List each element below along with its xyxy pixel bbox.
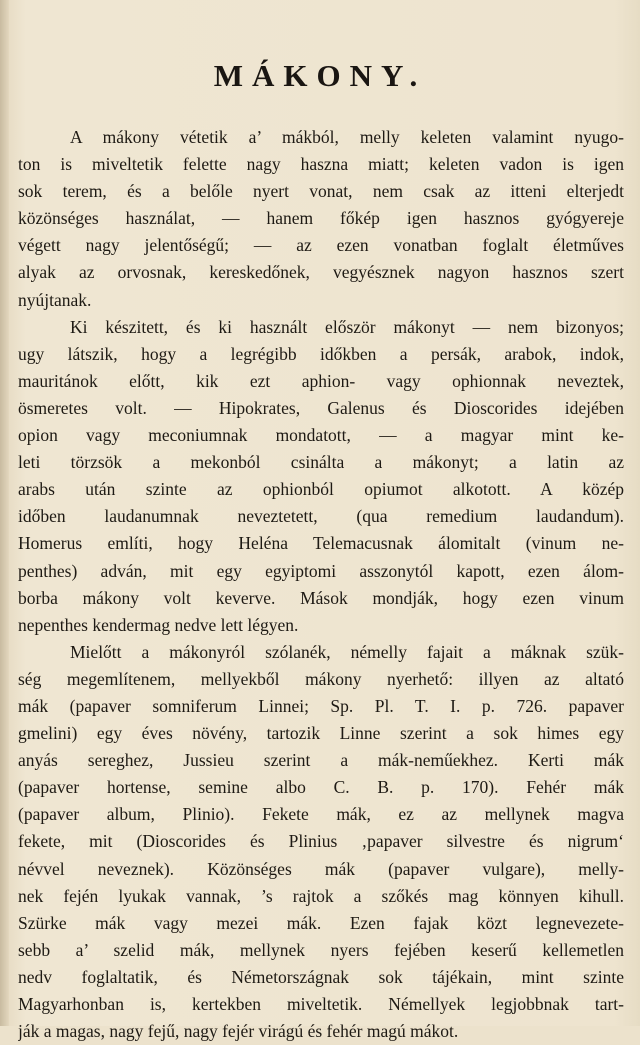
text-line: Magyarhonban is, kertekben miveltetik. Némellyek legjobbnak tart- — [18, 994, 624, 1014]
text-line: Ki készitett, és ki használt először mákonyt — nem bizonyos; — [70, 316, 624, 337]
text-line: végett nagy jelentőségű; — az ezen vonatban foglalt életműves — [18, 235, 624, 256]
text-line: Homerus említi, hogy Heléna Telemacusnak álomitalt (vinum ne- — [18, 533, 624, 554]
text-line: ség megemlítenem, mellyekből mákony nyerhető: illyen az altató — [18, 668, 624, 689]
body-text — [18, 124, 624, 1045]
text-line: penthes) adván, mit egy egyiptomi asszonytól kapott, ezen álom- — [18, 560, 624, 581]
text-line: anyás sereghez, Jussieu szerint a mák-neműekhez. Kerti mák — [18, 750, 624, 771]
text-line: nepenthes kendermag nedve lett légyen. — [18, 614, 299, 635]
page-title: MÁKONY. — [213, 58, 427, 93]
text-line: (papaver hortense, semine albo C. B. p. 170). Fehér mák — [18, 777, 624, 798]
page-gutter — [0, 0, 9, 1026]
text-line: gmelini) egy éves növény, tartozik Linne szerint a sok himes egy — [18, 723, 624, 744]
text-line: ugy látszik, hogy a legrégibb időkben a persák, arabok, indok, — [18, 343, 624, 364]
text-line: ösmeretes volt. — Hipokrates, Galenus és Dioscorides idejében — [18, 397, 624, 418]
text-line: nyújtanak. — [18, 289, 92, 310]
text-line: opion vagy meconiumnak mondatott, — a magyar mint ke- — [18, 425, 624, 446]
text-line: fekete, mit (Dioscorides és Plinius ‚papaver silvestre és nigrum‘ — [18, 831, 624, 852]
text-line: Szürke mák vagy mezei mák. Ezen fajak közt legnevezete- — [18, 912, 624, 933]
text-line: A mákony vétetik a’ mákból, melly keleten valamint nyugo- — [70, 127, 624, 147]
text-line: alyak az orvosnak, kereskedőnek, vegyésznek nagyon hasznos szert — [18, 262, 624, 283]
text-line: ton is miveltetik felette nagy haszna miatt; keleten vadon is igen — [18, 154, 624, 175]
text-line: mák (papaver somniferum Linnei; Sp. Pl. T. I. p. 726. papaver — [18, 695, 624, 716]
text-line: sebb a’ szelid mák, mellynek nyers fejében keserű kellemetlen — [18, 939, 624, 960]
text-line: nek fején lyukak vannak, ’s rajtok a szőkés mag könnyen kihull. — [18, 885, 624, 906]
text-line: időben laudanumnak neveztetett, (qua remedium laudandum). — [18, 506, 624, 527]
text-line: névvel neveznek). Közönséges mák (papaver vulgare), melly- — [18, 858, 624, 879]
text-line: borba mákony volt keverve. Mások mondják, hogy ezen vinum — [18, 587, 624, 608]
text-line: ják a magas, nagy fejű, nagy fejér virágú és fehér magú mákot. — [18, 1021, 459, 1042]
text-line: leti törzsök a mekonból csinálta a mákonyt; a latin az — [18, 452, 624, 473]
text-line: sok terem, és a belőle nyert vonat, nem csak az itteni elterjedt — [18, 181, 624, 202]
text-line: közönséges használat, — hanem főkép igen hasznos gyógyereje — [18, 208, 624, 229]
text-line: nedv foglaltatik, és Németországnak sok tájékain, mint szinte — [18, 966, 624, 987]
text-line: arabs után szinte az ophionból opiumot alkotott. A közép — [18, 479, 624, 500]
text-line: Mielőtt a mákonyról szólanék, némelly fajait a máknak szük- — [70, 641, 624, 662]
text-line: (papaver album, Plinio). Fekete mák, ez az mellynek magva — [18, 804, 624, 825]
text-line: mauritánok előtt, kik ezt aphion- vagy ophionnak neveztek, — [18, 370, 624, 391]
